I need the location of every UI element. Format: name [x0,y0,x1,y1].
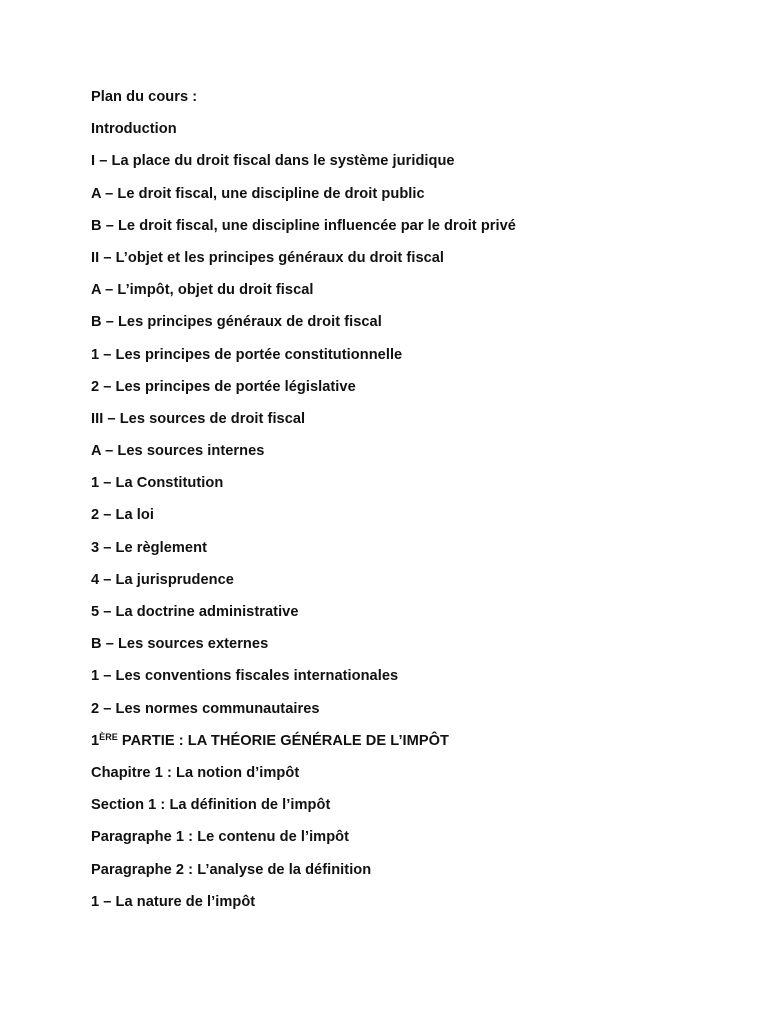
part-title: PARTIE : LA THÉORIE GÉNÉRALE DE L’IMPÔT [117,732,450,749]
outline-line: A – Les sources internes [91,443,265,460]
course-outline [91,86,516,923]
outline-line: 4 – La jurisprudence [91,571,234,588]
outline-line: Chapitre 1 : La notion d’impôt [91,764,300,781]
outline-line: I – La place du droit fiscal dans le système juridique [91,153,455,170]
outline-line: Paragraphe 2 : L’analyse de la définition [91,861,372,878]
outline-line: II – L’objet et les principes généraux du droit fiscal [91,249,445,266]
outline-line: B – Les sources externes [91,636,269,653]
outline-line: Introduction [91,121,177,138]
outline-line: 2 – Les principes de portée législative [91,378,356,395]
outline-line: 2 – La loi [91,507,154,524]
outline-line: 1 – Les conventions fiscales internationales [91,668,399,685]
part-number: 1 [91,732,100,749]
outline-heading: Plan du cours : [91,89,198,105]
outline-line: III – Les sources de droit fiscal [91,410,306,427]
outline-line: 3 – Le règlement [91,539,207,556]
outline-line: B – Les principes généraux de droit fiscal [91,314,382,331]
outline-line: A – Le droit fiscal, une discipline de droit public [91,185,425,202]
outline-line: B – Le droit fiscal, une discipline influencée par le droit privé [91,217,516,234]
part-heading [91,730,516,762]
outline-line: Section 1 : La définition de l’impôt [91,797,331,814]
outline-line: 1 – La nature de l’impôt [91,893,256,910]
part-superscript: ÈRE [99,731,118,742]
outline-line: 2 – Les normes communautaires [91,700,320,717]
outline-line: 1 – La Constitution [91,475,224,492]
outline-line: 1 – Les principes de portée constitutionnelle [91,346,403,363]
outline-line: Paragraphe 1 : Le contenu de l’impôt [91,829,350,846]
outline-line: A – L’impôt, objet du droit fiscal [91,282,314,299]
outline-line: 5 – La doctrine administrative [91,604,299,620]
